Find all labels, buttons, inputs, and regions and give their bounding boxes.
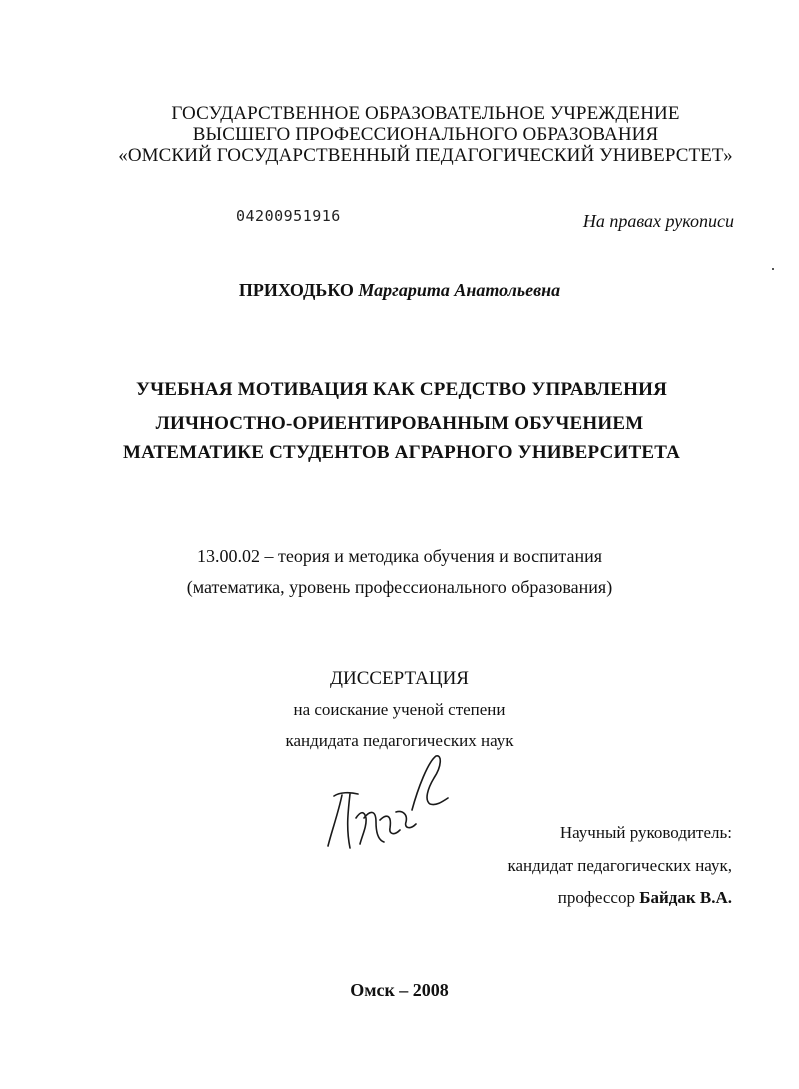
author-given-names: Маргарита Анатольевна xyxy=(358,280,561,300)
supervisor-name: Байдак В.А. xyxy=(639,888,732,907)
supervisor-title: профессор xyxy=(557,888,635,907)
handwritten-signature xyxy=(320,748,455,863)
institution-line-3: «ОМСКИЙ ГОСУДАРСТВЕННЫЙ ПЕДАГОГИЧЕСКИЙ УНИВЕРСТЕТ» xyxy=(118,145,733,166)
title-line-3: МАТЕМАТИКЕ СТУДЕНТОВ АГРАРНОГО УНИВЕРСИТЕТА xyxy=(122,442,681,463)
place-year: Омск – 2008 xyxy=(350,980,449,1000)
specialty-line-2: (математика, уровень профессионального образования) xyxy=(186,577,613,597)
rights-note: На правах рукописи xyxy=(582,211,734,231)
institution-line-1: ГОСУДАРСТВЕННОЕ ОБРАЗОВАТЕЛЬНОЕ УЧРЕЖДЕНИЕ xyxy=(171,103,680,124)
speck xyxy=(772,268,774,270)
supervisor-degree: кандидат педагогических наук, xyxy=(507,856,732,875)
title-line-1: УЧЕБНАЯ МОТИВАЦИЯ КАК СРЕДСТВО УПРАВЛЕНИЯ xyxy=(135,379,668,400)
degree-line-1: на соискание ученой степени xyxy=(293,700,506,719)
institution-line-2: ВЫСШЕГО ПРОФЕССИОНАЛЬНОГО ОБРАЗОВАНИЯ xyxy=(192,124,659,145)
supervisor-name-line xyxy=(558,888,732,908)
specialty-line-1: 13.00.02 – теория и методика обучения и воспитания xyxy=(196,546,603,566)
stamp-number: 04200951916 xyxy=(236,207,341,225)
supervisor-label: Научный руководитель: xyxy=(559,823,732,842)
title-line-2: ЛИЧНОСТНО-ОРИЕНТИРОВАННЫМ ОБУЧЕНИЕМ xyxy=(155,413,644,434)
document-type: ДИССЕРТАЦИЯ xyxy=(330,668,469,689)
author-name xyxy=(0,280,799,301)
degree-line-2: кандидата педагогических наук xyxy=(285,731,514,750)
author-surname: ПРИХОДЬКО xyxy=(238,280,354,300)
